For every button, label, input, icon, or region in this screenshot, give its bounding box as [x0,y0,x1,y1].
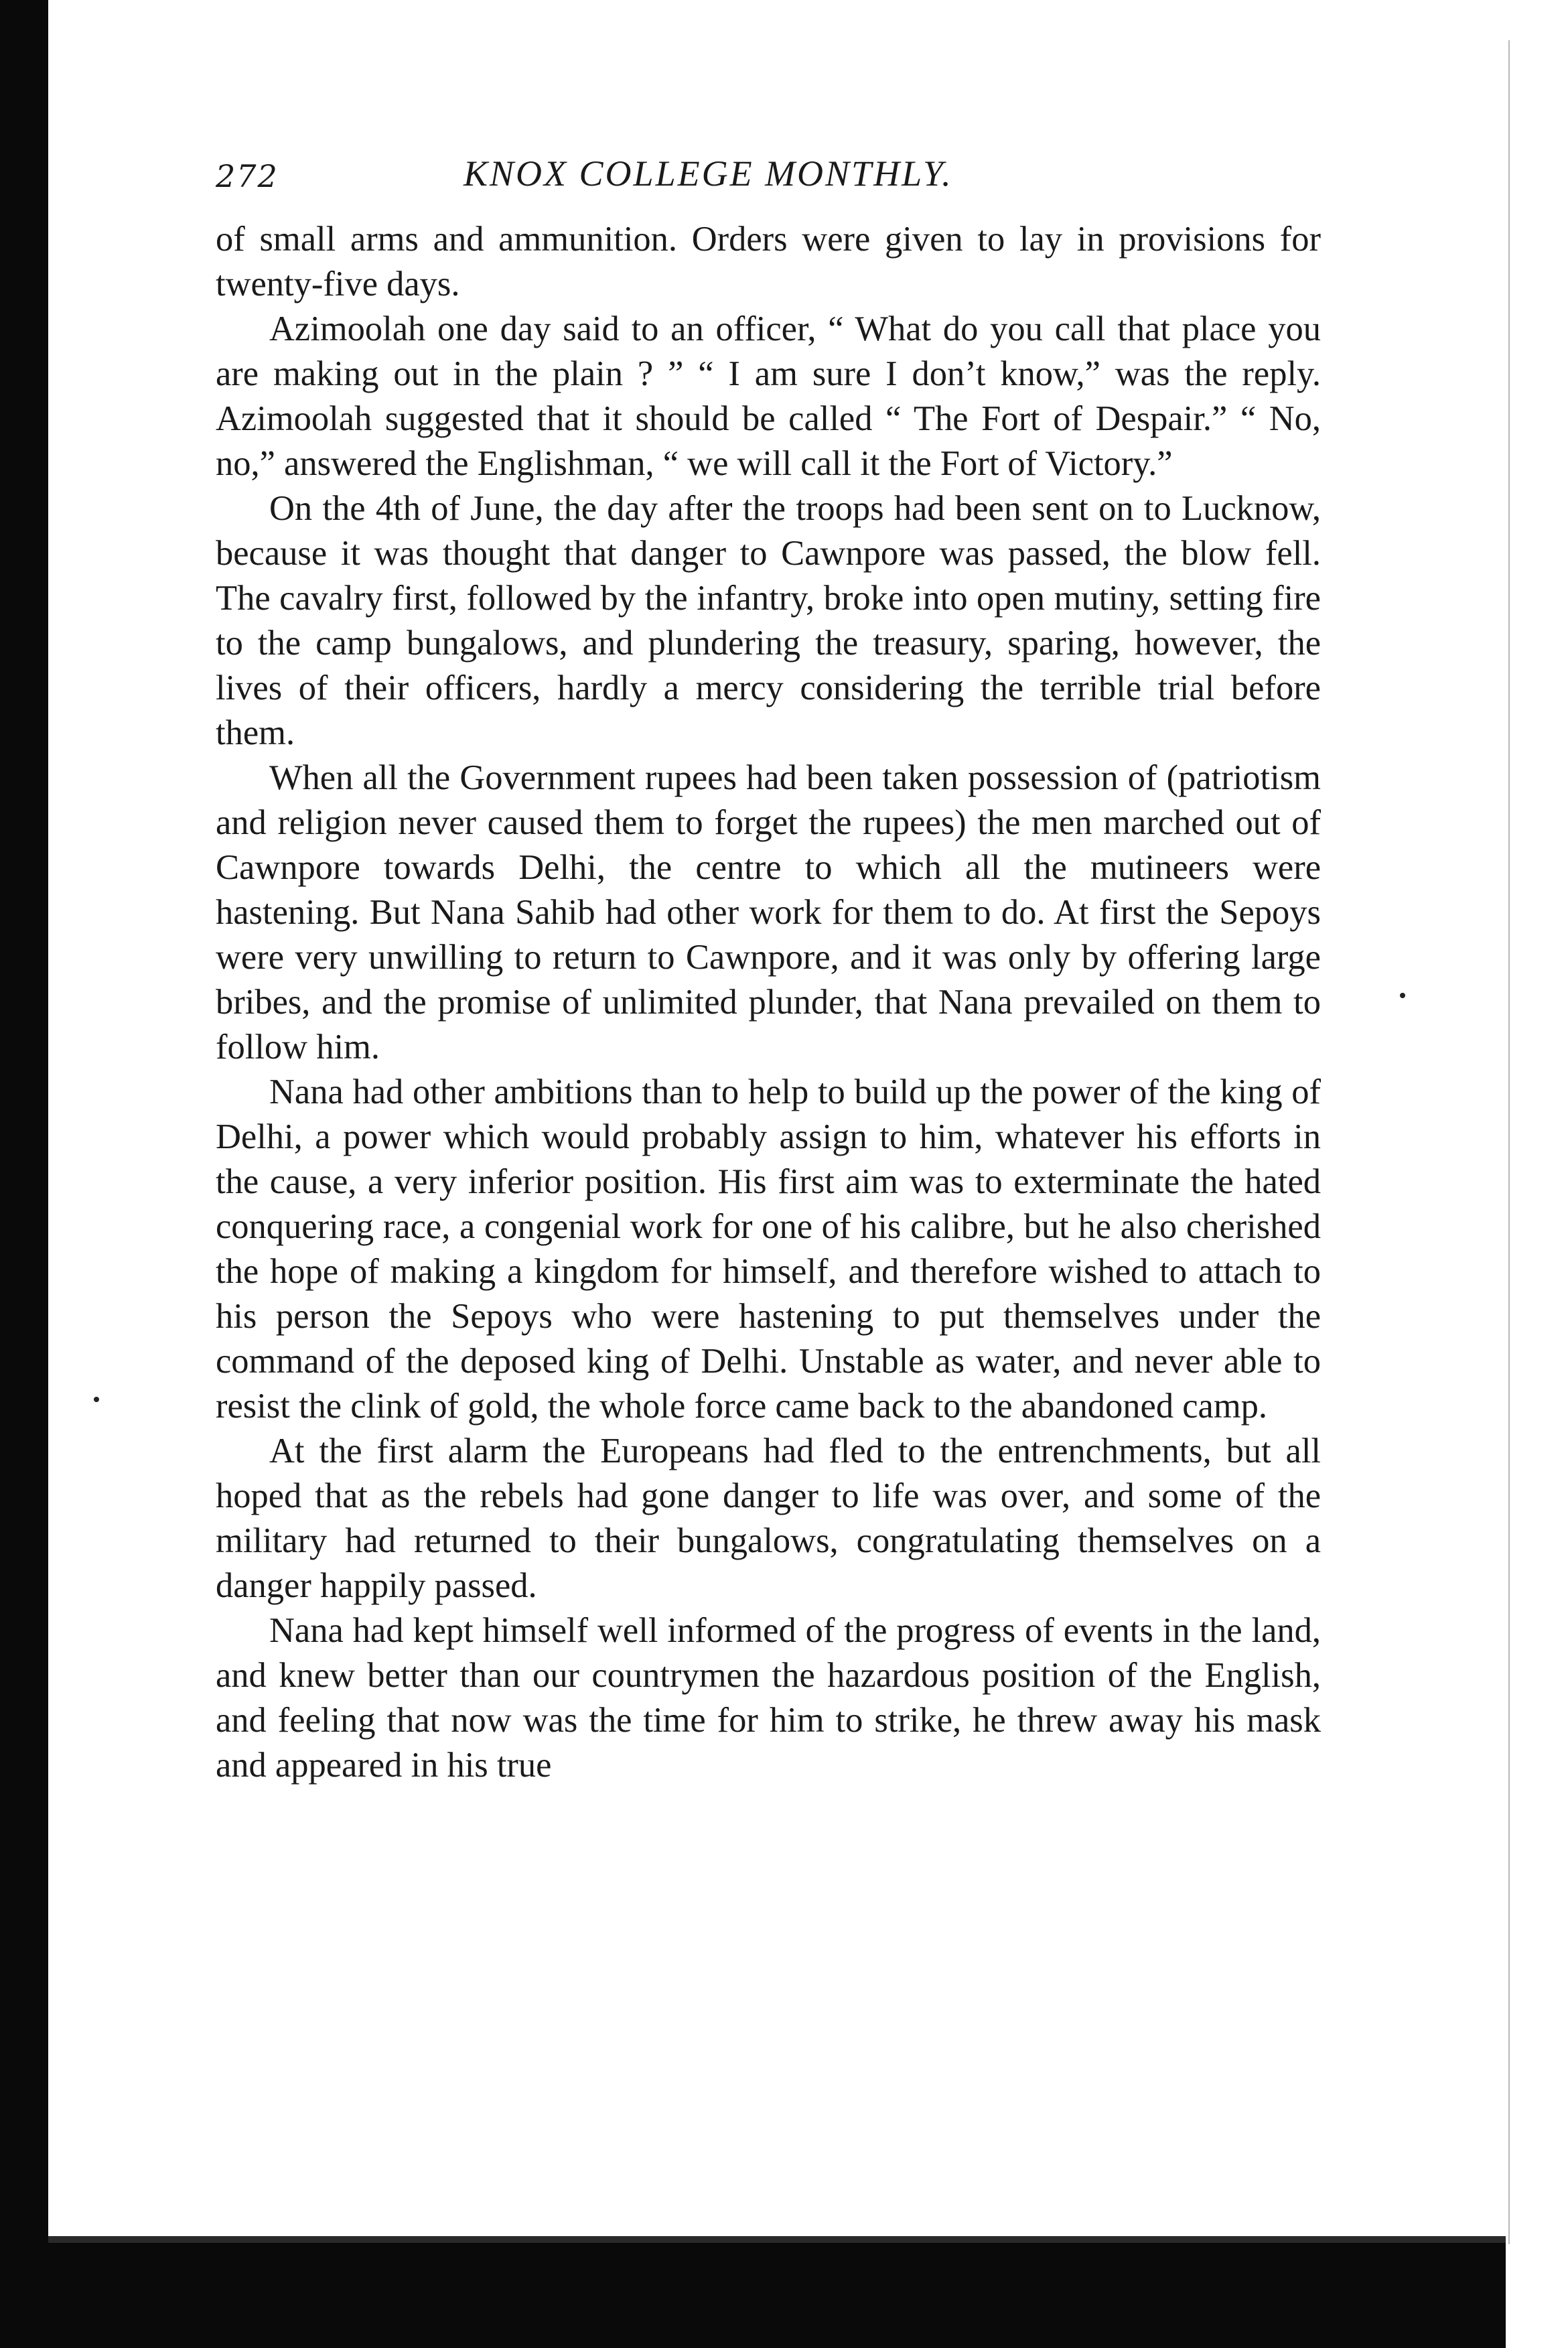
running-head [216,143,1321,217]
journal-title: KNOX COLLEGE MONTHLY. [464,153,953,194]
paragraph-continuation: of small arms and ammunition. Orders were given to lay in provisions for twenty-five days. [216,220,1321,303]
scan-fold-line [1508,40,1510,2244]
paragraph: Nana had other ambitions than to help to build up the power of the king of Delhi, a power which would probably assign to him, whatever his efforts in the cause, a very inferior position. His first aim was to exterminate the hated conquering race, a congenial work for one of his calibre, but he also cherished the hope of making a kingdom for himself, and therefore wished to attach to his person the Sepoys who were hastening to put themselves under the command of the deposed king of Delhi. Unstable as water, and never able to resist the clink of gold, the whole force came back to the abandoned camp. [216,1073,1321,1426]
scan-speck [1400,993,1405,998]
scan-margin-right [1506,0,1568,2348]
paragraph: On the 4th of June, the day after the troops had been sent on to Lucknow, because it was thought that danger to Cawnpore was passed, the blow fell. The cavalry first, followed by the infantry, broke into open mutiny, setting fire to the camp bungalows, and plundering the treasury, sparing, however, the lives of their officers, hardly a mercy considering the terrible trial before them. [216,489,1321,752]
paragraph: When all the Government rupees had been taken possession of (patriotism and religion never caused them to forget the rupees) the men marched out of Cawnpore towards Delhi, the centre to which all the mutineers were hastening. But Nana Sahib had other work for them to do. At first the Sepoys were very unwilling to return to Cawnpore, and it was only by offering large bribes, and the promise of unlimited plunder, that Nana prevailed on them to follow him. [216,758,1321,1066]
paragraph: Nana had kept himself well informed of the progress of events in the land, and knew better than our countrymen the hazardous position of the English, and feeling that now was the time for him to strike, he threw away his mask and appeared in his true [216,1611,1321,1785]
scan-border-left [0,0,48,2348]
scan-speck [94,1397,99,1402]
paragraph: Azimoolah one day said to an officer, “ What do you call that place you are making out in the plain ? ” “ I am sure I don’t know,” was the reply. Azimoolah suggested that it should be called “ The Fort of Despair.” “ No, no,” answered the Englishman, “ we will call it the Fort of Victory.” [216,309,1321,483]
paragraph: At the first alarm the Europeans had fled to the entrenchments, but all hoped that as the rebels had gone danger to life was over, and some of the military had returned to their bungalows, congratulating themselves on a danger happily passed. [216,1432,1321,1605]
page-content [216,143,1321,1788]
page-number: 272 [216,158,279,194]
scan-border-bottom [0,2243,1568,2348]
